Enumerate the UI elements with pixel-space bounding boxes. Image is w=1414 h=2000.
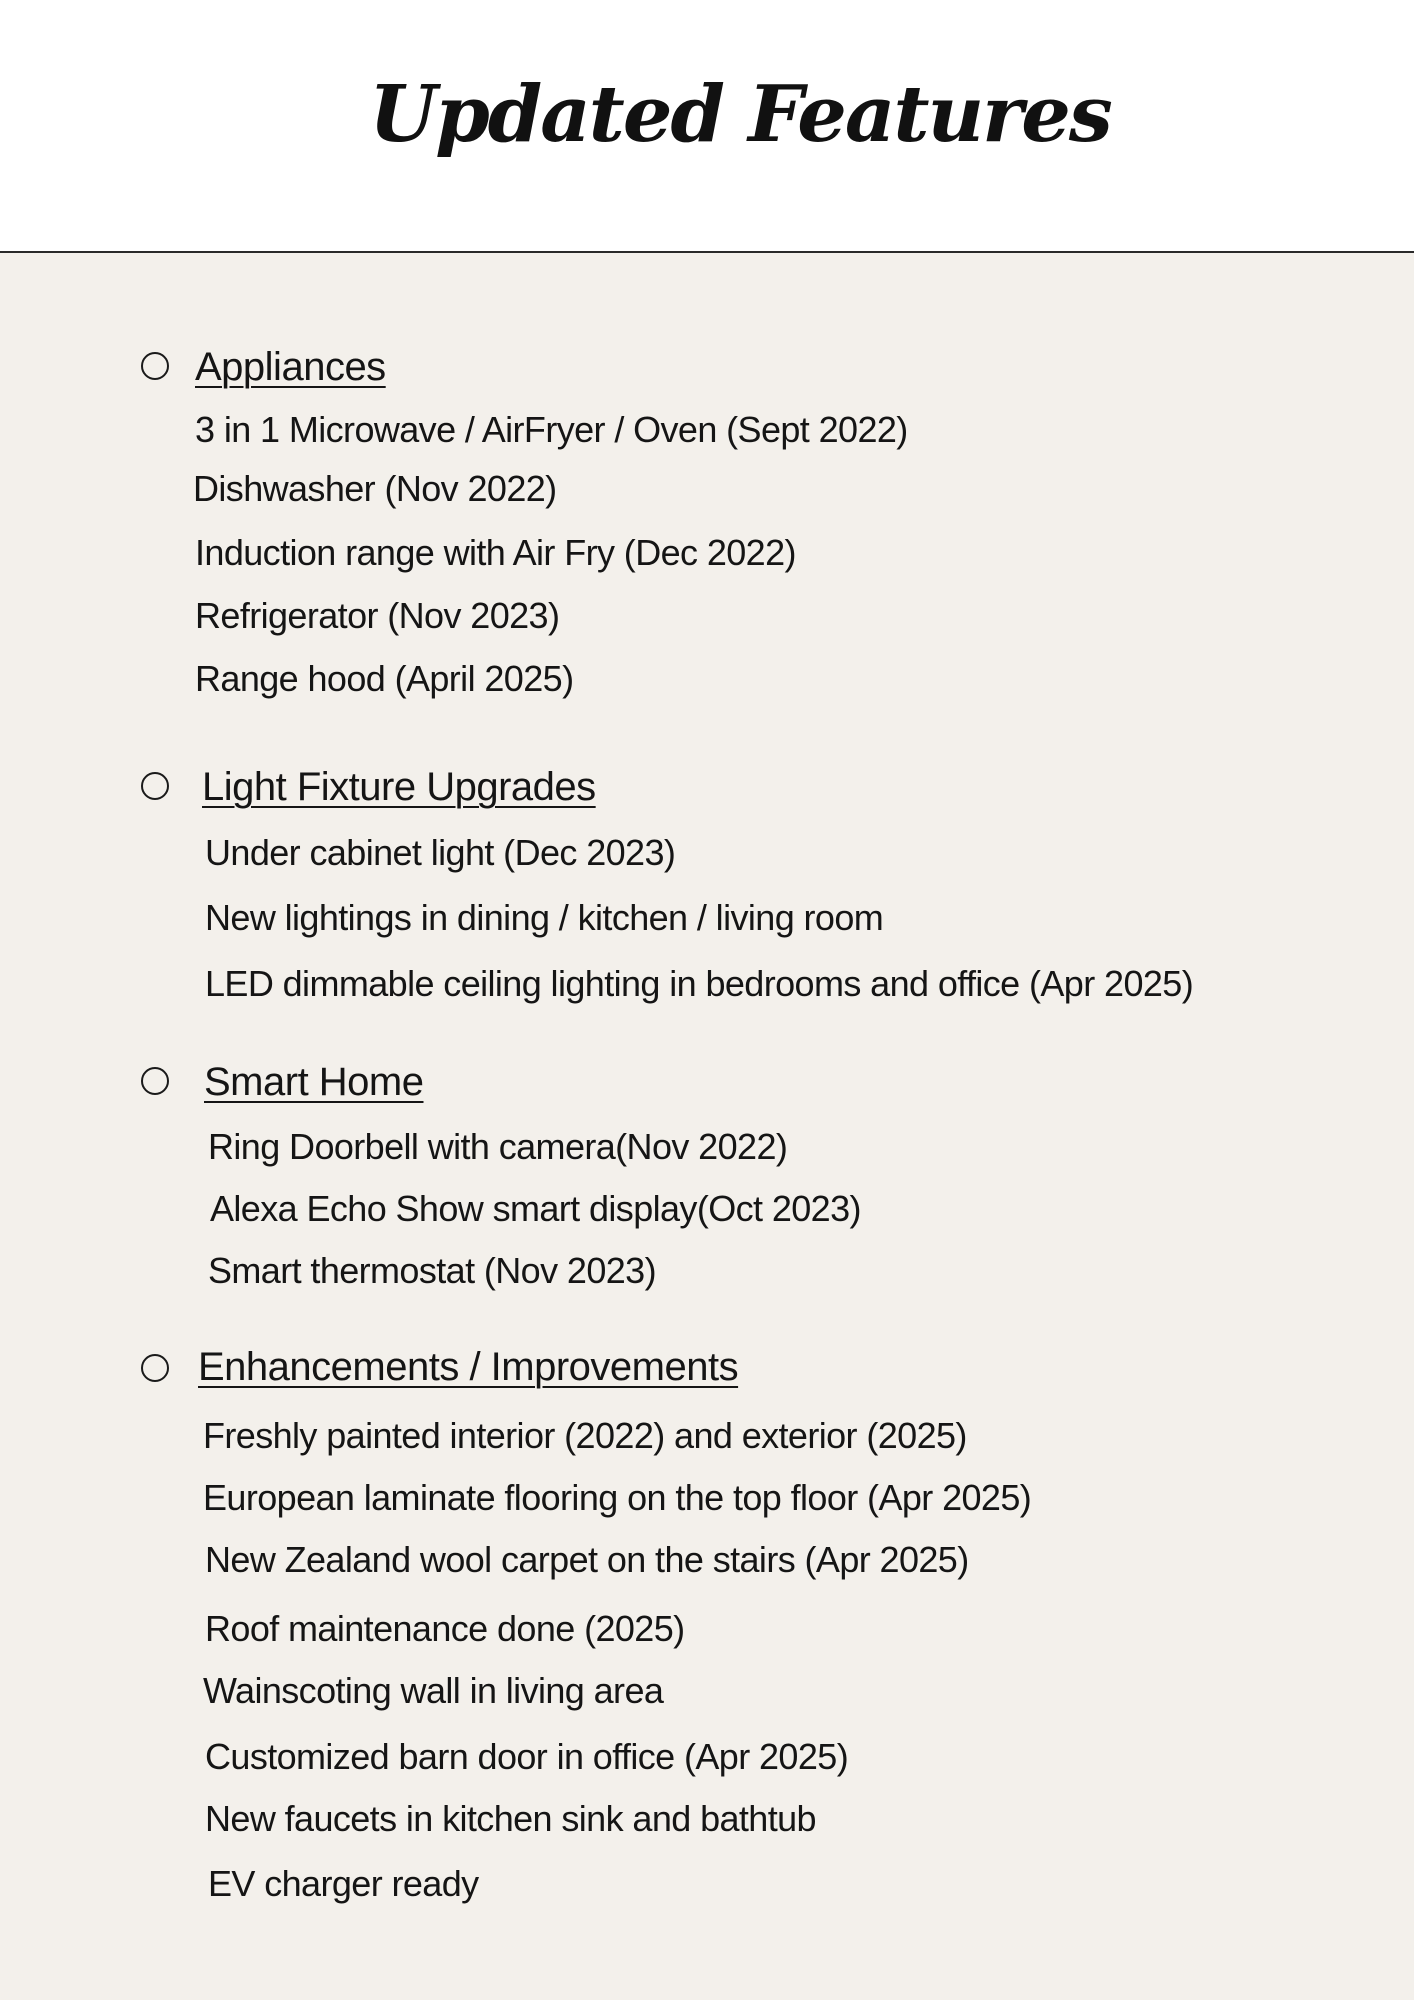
list-item: Roof maintenance done (2025) [205, 1608, 685, 1649]
list-item: Alexa Echo Show smart display(Oct 2023) [210, 1188, 861, 1229]
list-item: New Zealand wool carpet on the stairs (Apr 2025) [205, 1539, 969, 1580]
list-item: LED dimmable ceiling lighting in bedrooms and office (Apr 2025) [205, 963, 1194, 1004]
circle-bullet-icon [141, 1067, 169, 1095]
circle-bullet-icon [141, 352, 169, 380]
section-heading: Light Fixture Upgrades [202, 765, 596, 809]
list-item: New faucets in kitchen sink and bathtub [205, 1798, 816, 1839]
section-heading: Appliances [195, 345, 386, 389]
list-item: Under cabinet light (Dec 2023) [205, 832, 676, 873]
circle-bullet-icon [141, 1354, 169, 1382]
page-title: Updated Features [369, 69, 1111, 160]
list-item: Freshly painted interior (2022) and exterior (2025) [203, 1415, 967, 1456]
section-heading: Enhancements / Improvements [198, 1345, 739, 1389]
list-item: 3 in 1 Microwave / AirFryer / Oven (Sept 2022) [195, 409, 908, 450]
list-item: Wainscoting wall in living area [203, 1670, 664, 1711]
list-item: EV charger ready [208, 1863, 479, 1904]
list-item: Dishwasher (Nov 2022) [193, 468, 557, 509]
header-banner [0, 0, 1414, 253]
list-item: European laminate flooring on the top floor (Apr 2025) [203, 1477, 1032, 1518]
list-item: Range hood (April 2025) [195, 658, 574, 699]
list-item: New lightings in dining / kitchen / living room [205, 897, 884, 938]
list-item: Ring Doorbell with camera(Nov 2022) [208, 1126, 788, 1167]
list-item: Induction range with Air Fry (Dec 2022) [195, 532, 796, 573]
list-item: Refrigerator (Nov 2023) [195, 595, 560, 636]
circle-bullet-icon [141, 772, 169, 800]
list-item: Customized barn door in office (Apr 2025) [205, 1736, 849, 1777]
section-heading: Smart Home [204, 1060, 424, 1104]
list-item: Smart thermostat (Nov 2023) [208, 1250, 656, 1291]
